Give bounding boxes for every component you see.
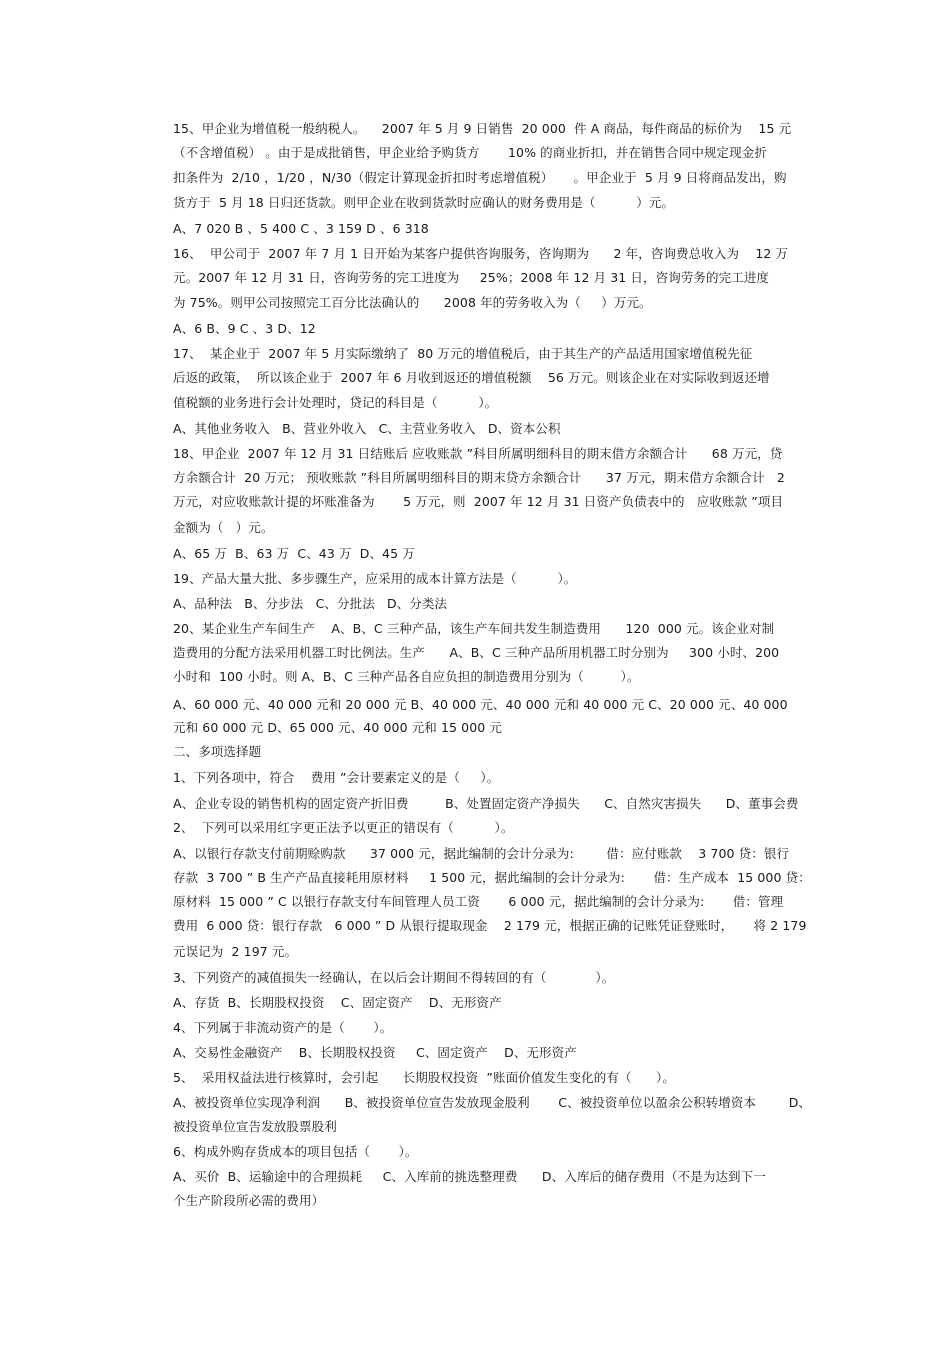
text-line: A、企业专设的销售机构的固定资产折旧费 B、处置固定资产净损失 C、自然灾害损失 D、董事会费: [173, 796, 799, 811]
text-line: （不含增值税） 。由于是成批销售，甲企业给予购货方 10% 的商业折扣，并在销售合同中规定现金折: [173, 145, 767, 160]
text-line: 金额为（ ）元。: [173, 520, 274, 535]
text-line: 万元，对应收账款计提的坏账准备为 5 万元，则 2007 年 12 月 31 日资产负债表中的 应收账款 ”项目: [173, 494, 784, 509]
text-line: 6、构成外购存货成本的项目包括（ ）。: [173, 1144, 418, 1159]
text-line: 4、下列属于非流动资产的是（ ）。: [173, 1020, 393, 1035]
text-line: A、被投资单位实现净利润 B、被投资单位宣告发放现金股利 C、被投资单位以盈余公积转增资本 D、: [173, 1095, 812, 1110]
text-line: 元误记为 2 197 元。: [173, 944, 298, 959]
text-line: A、以银行存款支付前期赊购款 37 000 元，据此编制的会计分录为: 借：应付账款 3 700 贷：银行: [173, 846, 790, 861]
text-line: 个生产阶段所必需的费用）: [173, 1193, 325, 1208]
text-line: A、其他业务收入 B、营业外收入 C、主营业务收入 D、资本公积: [173, 421, 561, 436]
text-line: 费用 6 000 贷：银行存款 6 000 ” D 从银行提取现金 2 179 元，根据正确的记账凭证登账时， 将 2 179: [173, 918, 807, 933]
text-line: A、7 020 B 、5 400 C 、3 159 D 、6 318: [173, 221, 429, 236]
text-line: A、品种法 B、分步法 C、分批法 D、分类法: [173, 596, 448, 611]
text-line: 1、下列各项中，符合 费用 ”会计要素定义的是（ ）。: [173, 770, 500, 785]
text-line: 为 75%。则甲公司按照完工百分比法确认的 2008 年的劳务收入为（ ）万元。: [173, 295, 652, 310]
text-line: 原材料 15 000 ” C 以银行存款支付车间管理人员工资 6 000 元，据此编制的会计分录为: 借：管理: [173, 894, 784, 909]
text-line: A、交易性金融资产 B、长期股权投资 C、固定资产 D、无形资产: [173, 1045, 577, 1060]
text-line: 5、 采用权益法进行核算时，会引起 长期股权投资 ”账面价值发生变化的有（ ）。: [173, 1070, 675, 1085]
text-line: 19、产品大量大批、多步骤生产，应采用的成本计算方法是（ ）。: [173, 571, 577, 586]
text-line: 扣条件为 2/10 ，1/20 ，N/30（假定计算现金折扣时考虑增值税） 。甲企业于 5 月 9 日将商品发出，购: [173, 170, 787, 185]
text-line: 16、 甲公司于 2007 年 7 月 1 日开始为某客户提供咨询服务，咨询期为 2 年，咨询费总收入为 12 万: [173, 246, 789, 261]
text-line: 15、甲企业为增值税一般纳税人。 2007 年 5 月 9 日销售 20 000 件 A 商品，每件商品的标价为 15 元: [173, 121, 792, 136]
text-line: 造费用的分配方法采用机器工时比例法。生产 A、B、C 三种产品所用机器工时分别为 300 小时、200: [173, 645, 780, 660]
text-line: A、买价 B、运输途中的合理损耗 C、入库前的挑选整理费 D、入库后的储存费用（不是为达到下一: [173, 1169, 766, 1184]
text-line: A、65 万 B、63 万 C、43 万 D、45 万: [173, 546, 415, 561]
text-line: 元和 60 000 元 D、65 000 元、40 000 元和 15 000 元: [173, 720, 502, 735]
text-line: 方余额合计 20 万元； 预收账款 ”科目所属明细科目的期末贷方余额合计 37 万元，期末借方余额合计 2: [173, 470, 785, 485]
text-line: 被投资单位宣告发放股票股利: [173, 1119, 337, 1134]
section-heading: 二、多项选择题: [173, 744, 262, 759]
text-line: 存款 3 700 ” B 生产产品直接耗用原材料 1 500 元，据此编制的会计分录为: 借：生产成本 15 000 贷：: [173, 870, 811, 885]
text-line: 小时和 100 小时。则 A、B、C 三种产品各自应负担的制造费用分别为（ ）。: [173, 669, 640, 684]
text-line: 元。2007 年 12 月 31 日，咨询劳务的完工进度为 25%；2008 年 12 月 31 日，咨询劳务的完工进度: [173, 270, 770, 285]
text-line: 18、甲企业 2007 年 12 月 31 日结账后 应收账款 ”科目所属明细科目的期末借方余额合计 68 万元，贷: [173, 446, 783, 461]
text-line: 货方于 5 月 18 日归还货款。则甲企业在收到货款时应确认的财务费用是（ ）元。: [173, 195, 675, 210]
text-line: 2、 下列可以采用红字更正法予以更正的错误有（ ）。: [173, 820, 514, 835]
text-line: A、60 000 元、40 000 元和 20 000 元 B、40 000 元、40 000 元和 40 000 元 C、20 000 元、40 000: [173, 697, 788, 712]
text-line: 后返的政策， 所以该企业于 2007 年 6 月收到返还的增值税额 56 万元。则该企业在对实际收到返还增: [173, 370, 770, 385]
text-line: A、6 B、9 C 、3 D、12: [173, 321, 316, 336]
text-line: A、存货 B、长期股权投资 C、固定资产 D、无形资产: [173, 995, 502, 1010]
text-line: 3、下列资产的减值损失一经确认，在以后会计期间不得转回的有（ ）。: [173, 970, 615, 985]
text-line: 20、某企业生产车间生产 A、B、C 三种产品，该生产车间共发生制造费用 120 000 元。该企业对制: [173, 621, 775, 636]
text-line: 值税额的业务进行会计处理时，贷记的科目是（ ）。: [173, 395, 498, 410]
text-line: 17、 某企业于 2007 年 5 月实际缴纳了 80 万元的增值税后，由于其生产的产品适用国家增值税先征: [173, 346, 753, 361]
